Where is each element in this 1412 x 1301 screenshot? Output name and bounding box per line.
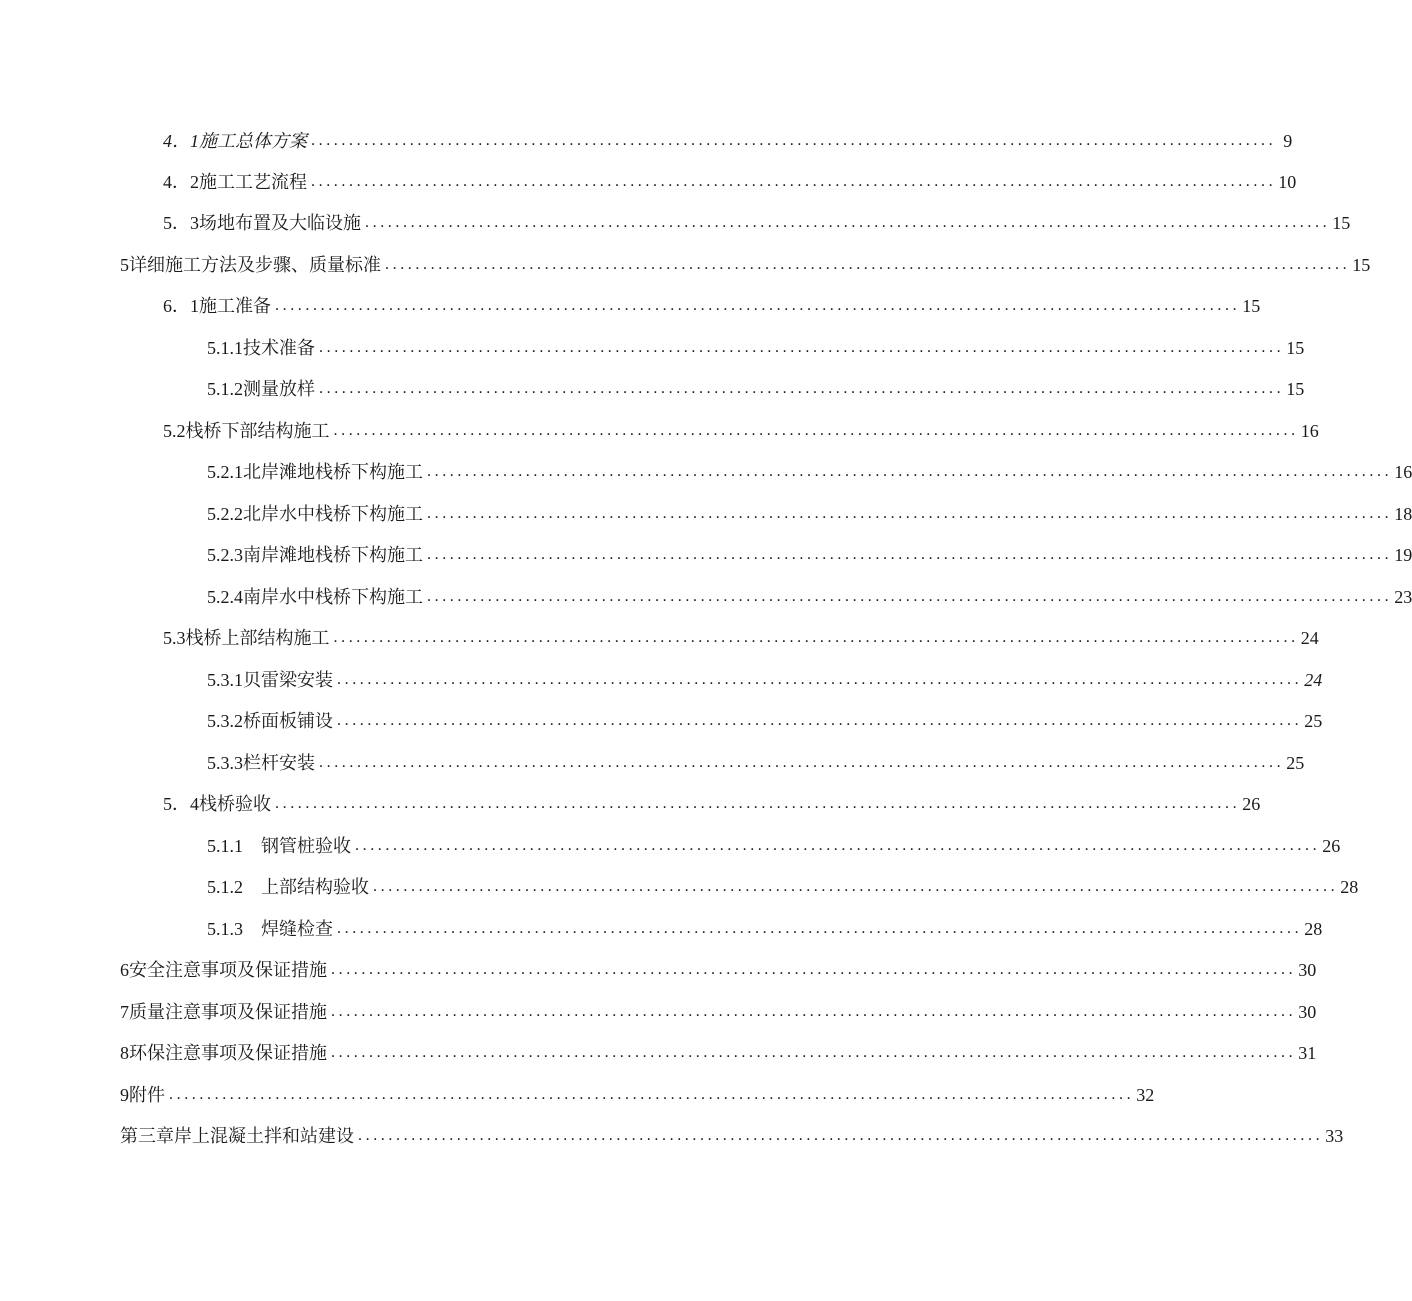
toc-entry-page: 16 xyxy=(1300,421,1319,441)
toc-leader-dots: ............................................................................................................................... xyxy=(427,463,1393,480)
toc-entry-label: 5.2.3南岸滩地栈桥下构施工 xyxy=(207,545,423,565)
toc-entry xyxy=(207,827,1341,857)
toc-leader-dots: ............................................................................................................................... xyxy=(275,297,1241,314)
toc-entry-page: 26 xyxy=(1242,794,1261,814)
toc-entry xyxy=(207,702,1323,732)
toc-leader-dots: ............................................................................................................................... xyxy=(373,878,1339,895)
toc-entry-page: 33 xyxy=(1325,1126,1344,1146)
toc-leader-dots: ............................................................................................................................... xyxy=(427,505,1393,522)
toc-entry-label: 5．4栈桥验收 xyxy=(163,794,271,814)
toc-entry xyxy=(120,1117,1344,1147)
toc-entry xyxy=(120,246,1371,276)
toc-entry-label: 5．3场地布置及大临设施 xyxy=(163,213,361,233)
toc-entry-label: 7质量注意事项及保证措施 xyxy=(120,1002,327,1022)
toc-entry-label: 第三章岸上混凝土拌和站建设 xyxy=(120,1126,354,1146)
toc-entry xyxy=(163,204,1351,234)
toc-entry xyxy=(207,744,1305,774)
toc-entry xyxy=(207,868,1359,898)
toc-entry-page: 24 xyxy=(1300,628,1319,648)
toc-entry-label: 5详细施工方法及步骤、质量标准 xyxy=(120,255,381,275)
toc-leader-dots: ............................................................................................................................... xyxy=(331,1003,1297,1020)
toc-leader-dots: ............................................................................................................................... xyxy=(337,671,1303,688)
toc-leader-dots: ............................................................................................................................... xyxy=(358,1127,1324,1144)
toc-leader-dots: ............................................................................................................................... xyxy=(427,588,1393,605)
toc-leader-dots: ............................................................................................................................... xyxy=(275,795,1241,812)
toc-entry-label: 6．1施工准备 xyxy=(163,296,271,316)
toc-entry-page: 23 xyxy=(1394,587,1412,607)
toc-entry xyxy=(207,536,1412,566)
toc-entry-label: 9附件 xyxy=(120,1085,165,1105)
toc-entry-label: 5.2栈桥下部结构施工 xyxy=(163,421,330,441)
toc-entry xyxy=(163,412,1319,442)
toc-entry-page: 15 xyxy=(1286,379,1305,399)
toc-entry-page: 16 xyxy=(1394,462,1412,482)
toc-entry-page: 15 xyxy=(1242,296,1261,316)
toc-entry xyxy=(120,1076,1155,1106)
toc-entry-label: 8环保注意事项及保证措施 xyxy=(120,1043,327,1063)
toc-entry-page: 30 xyxy=(1298,1002,1317,1022)
toc-entry xyxy=(163,619,1319,649)
toc-entry xyxy=(207,661,1323,691)
toc-entry-page: 15 xyxy=(1352,255,1371,275)
toc-entry xyxy=(207,329,1305,359)
toc-entry xyxy=(120,951,1317,981)
toc-entry-page: 28 xyxy=(1304,919,1323,939)
toc-entry-label: 4．1施工总体方案 xyxy=(163,131,307,151)
toc-leader-dots: ............................................................................................................................... xyxy=(331,961,1297,978)
toc-entry-page: 18 xyxy=(1394,504,1412,524)
toc-entry-page: 31 xyxy=(1298,1043,1317,1063)
toc-entry-label: 5.3栈桥上部结构施工 xyxy=(163,628,330,648)
toc-entry-label: 4．2施工工艺流程 xyxy=(163,172,307,192)
toc-entry-label: 6安全注意事项及保证措施 xyxy=(120,960,327,980)
toc-leader-dots: ............................................................................................................................... xyxy=(169,1086,1135,1103)
toc-entry-page: 26 xyxy=(1322,836,1341,856)
toc-leader-dots: ............................................................................................................................... xyxy=(333,422,1299,439)
toc-entry-label: 5.1.1技术准备 xyxy=(207,338,315,358)
toc-leader-dots: ............................................................................................................................... xyxy=(337,920,1303,937)
toc-entry-label: 5.2.1北岸滩地栈桥下构施工 xyxy=(207,462,423,482)
toc-entry xyxy=(163,785,1261,815)
toc-entry-page: 15 xyxy=(1332,213,1351,233)
toc-entry xyxy=(207,910,1323,940)
toc-leader-dots: ............................................................................................................................... xyxy=(319,339,1285,356)
toc-leader-dots: ............................................................................................................................... xyxy=(319,380,1285,397)
toc-leader-dots: ............................................................................................................................... xyxy=(365,214,1331,231)
toc-leader-dots: ............................................................................................................................... xyxy=(331,1044,1297,1061)
toc-entry-label: 5.1.1 钢管桩验收 xyxy=(207,836,351,856)
toc-leader-dots: ............................................................................................................................... xyxy=(337,712,1303,729)
toc-entry-page: 24 xyxy=(1304,670,1323,690)
toc-entry-page: 25 xyxy=(1304,711,1323,731)
toc-entry-page: 28 xyxy=(1340,877,1359,897)
toc-entry-page: 32 xyxy=(1136,1085,1155,1105)
toc-entry xyxy=(120,993,1317,1023)
toc-entry-page: 19 xyxy=(1394,545,1412,565)
toc-entry-page: 15 xyxy=(1286,338,1305,358)
toc-entry xyxy=(120,1034,1317,1064)
toc-leader-dots: ............................................................................................................................... xyxy=(319,754,1285,771)
toc-entry-label: 5.3.1贝雷梁安装 xyxy=(207,670,333,690)
toc-entry-label: 5.2.4南岸水中栈桥下构施工 xyxy=(207,587,423,607)
toc-entry-page: 25 xyxy=(1286,753,1305,773)
toc-entry xyxy=(163,163,1297,193)
toc-leader-dots: ............................................................................................................................... xyxy=(355,837,1321,854)
toc-leader-dots: ............................................................................................................................... xyxy=(385,256,1351,273)
toc-entry-label: 5.1.2测量放样 xyxy=(207,379,315,399)
toc-leader-dots: ............................................................................................................................... xyxy=(427,546,1393,563)
toc-leader-dots: ............................................................................................................................... xyxy=(311,132,1277,149)
toc-leader-dots: ............................................................................................................................... xyxy=(333,629,1299,646)
toc-entry xyxy=(163,287,1261,317)
toc-entry-label: 5.3.3栏杆安装 xyxy=(207,753,315,773)
toc-entry xyxy=(207,370,1305,400)
toc-entry-label: 5.2.2北岸水中栈桥下构施工 xyxy=(207,504,423,524)
toc-entry-page: 10 xyxy=(1278,172,1297,192)
toc-entry xyxy=(207,578,1412,608)
toc-entry-page: 30 xyxy=(1298,960,1317,980)
toc-entry-label: 5.1.2 上部结构验收 xyxy=(207,877,369,897)
toc-entry xyxy=(163,122,1293,152)
toc-leader-dots: ............................................................................................................................... xyxy=(311,173,1277,190)
toc-entry-label: 5.1.3 焊缝检查 xyxy=(207,919,333,939)
toc-entry xyxy=(207,453,1412,483)
toc-entry xyxy=(207,495,1412,525)
toc-entry-label: 5.3.2桥面板铺设 xyxy=(207,711,333,731)
toc-entry-page: 9 xyxy=(1283,131,1293,151)
